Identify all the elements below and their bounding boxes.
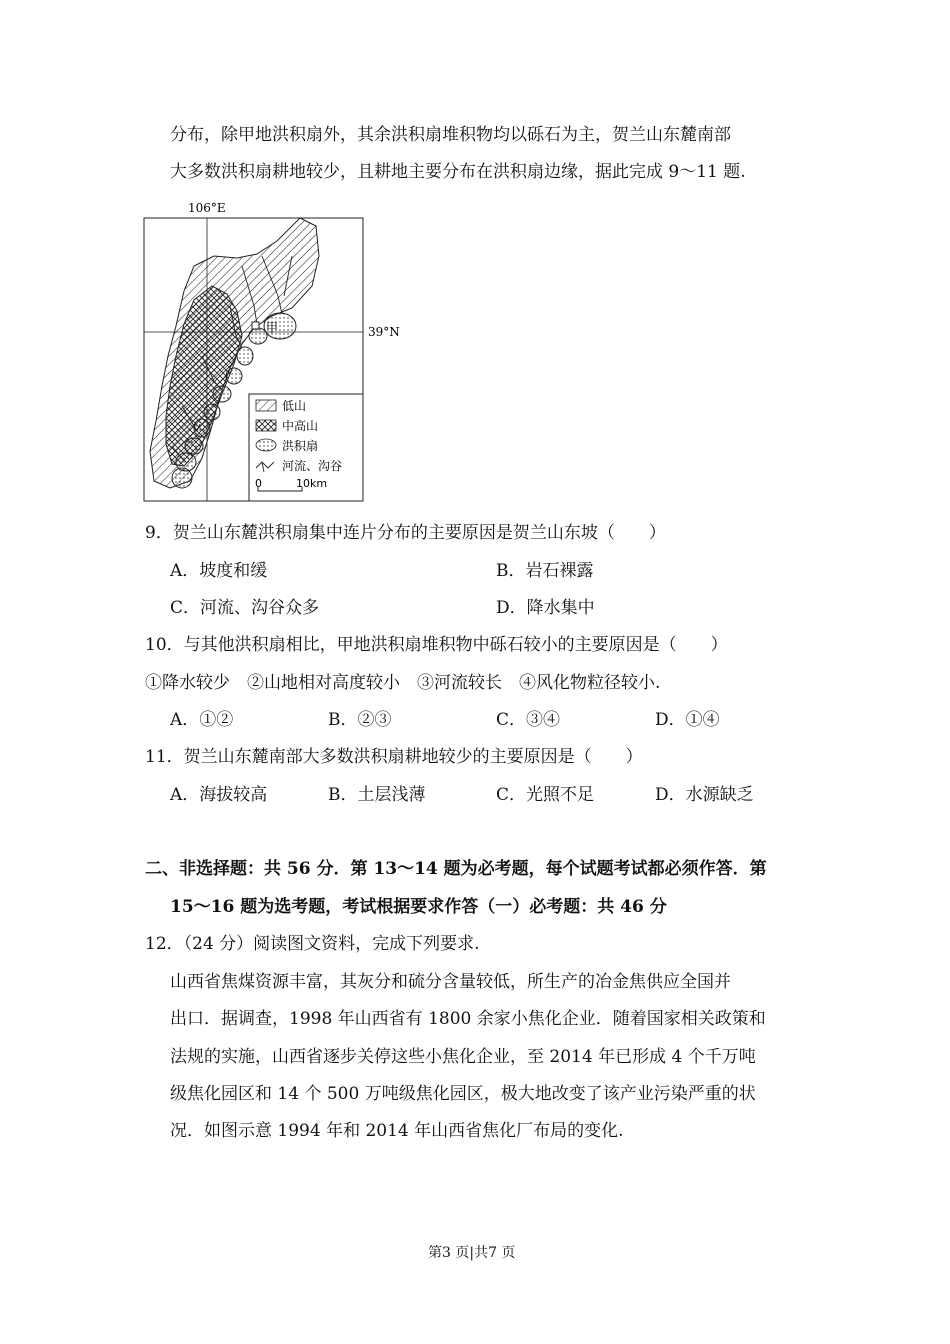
q9-option-d: D．降水集中 bbox=[496, 598, 595, 618]
q11-stem: 11．贺兰山东麓南部大多数洪积扇耕地较少的主要原因是（ ） bbox=[145, 747, 643, 767]
q12-paragraph-line-1: 山西省焦煤资源丰富，其灰分和硫分含量较低，所生产的冶金焦供应全国并 bbox=[170, 972, 731, 992]
intro-line-1: 分布，除甲地洪积扇外，其余洪积扇堆积物均以砾石为主，贺兰山东麓南部 bbox=[170, 125, 731, 145]
q12-paragraph-line-3: 法规的实施，山西省逐步关停这些小焦化企业，至 2014 年已形成 4 个千万吨 bbox=[170, 1047, 756, 1067]
q10-items: ①降水较少 ②山地相对高度较小 ③河流较长 ④风化物粒径较小. bbox=[145, 673, 661, 693]
jia-label: 甲 bbox=[266, 321, 279, 335]
legend-label-river: 河流、沟谷 bbox=[282, 459, 343, 473]
legend-low-mountain-icon bbox=[256, 400, 276, 411]
q10-option-d: D．①④ bbox=[655, 710, 720, 730]
page-footer: 第3 页|共7 页 bbox=[428, 1245, 516, 1261]
q12-paragraph-line-5: 况．如图示意 1994 年和 2014 年山西省焦化厂布局的变化. bbox=[170, 1121, 624, 1141]
latitude-label: 39°N bbox=[368, 325, 400, 339]
longitude-label: 106°E bbox=[188, 201, 226, 215]
section2-heading-line-1: 二、非选择题：共 56 分．第 13～14 题为必考题，每个试题考试都必须作答．第 bbox=[145, 859, 767, 879]
scale-start-label: 0 bbox=[255, 477, 262, 490]
q11-option-a: A．海拔较高 bbox=[170, 785, 268, 805]
q12-stem: 12．（24 分）阅读图文资料，完成下列要求. bbox=[145, 934, 480, 954]
q9-option-a: A．坡度和缓 bbox=[170, 561, 268, 581]
legend-label-alluvial-fan: 洪积扇 bbox=[282, 439, 319, 453]
q10-option-c: C．③④ bbox=[496, 710, 561, 730]
q10-stem: 10．与其他洪积扇相比，甲地洪积扇堆积物中砾石较小的主要原因是（ ） bbox=[145, 635, 728, 655]
q11-option-b: B．土层浅薄 bbox=[328, 785, 426, 805]
q9-stem: 9．贺兰山东麓洪积扇集中连片分布的主要原因是贺兰山东坡（ ） bbox=[145, 523, 666, 543]
legend-label-high-mountain: 中高山 bbox=[282, 419, 319, 433]
legend-label-low-mountain: 低山 bbox=[282, 399, 307, 413]
legend-alluvial-fan-icon bbox=[256, 439, 276, 451]
q12-paragraph-line-4: 级焦化园区和 14 个 500 万吨级焦化园区，极大地改变了该产业污染严重的状 bbox=[170, 1084, 756, 1104]
section2-heading-line-2: 15～16 题为选考题，考试根据要求作答（一）必考题：共 46 分 bbox=[170, 897, 667, 917]
intro-line-2: 大多数洪积扇耕地较少，且耕地主要分布在洪积扇边缘，据此完成 9～11 题. bbox=[170, 162, 746, 182]
legend-high-mountain-icon bbox=[256, 420, 276, 431]
jia-marker bbox=[252, 322, 259, 329]
q10-option-b: B．②③ bbox=[328, 710, 392, 730]
helan-mountain-map bbox=[142, 196, 412, 506]
q10-option-a: A．①② bbox=[170, 710, 234, 730]
q9-option-c: C．河流、沟谷众多 bbox=[170, 598, 320, 618]
q11-option-d: D．水源缺乏 bbox=[655, 785, 754, 805]
q9-option-b: B．岩石裸露 bbox=[496, 561, 594, 581]
q12-paragraph-line-2: 出口．据调查，1998 年山西省有 1800 余家小焦化企业．随着国家相关政策和 bbox=[170, 1009, 766, 1029]
q11-option-c: C．光照不足 bbox=[496, 785, 595, 805]
scale-end-label: 10km bbox=[296, 477, 328, 490]
